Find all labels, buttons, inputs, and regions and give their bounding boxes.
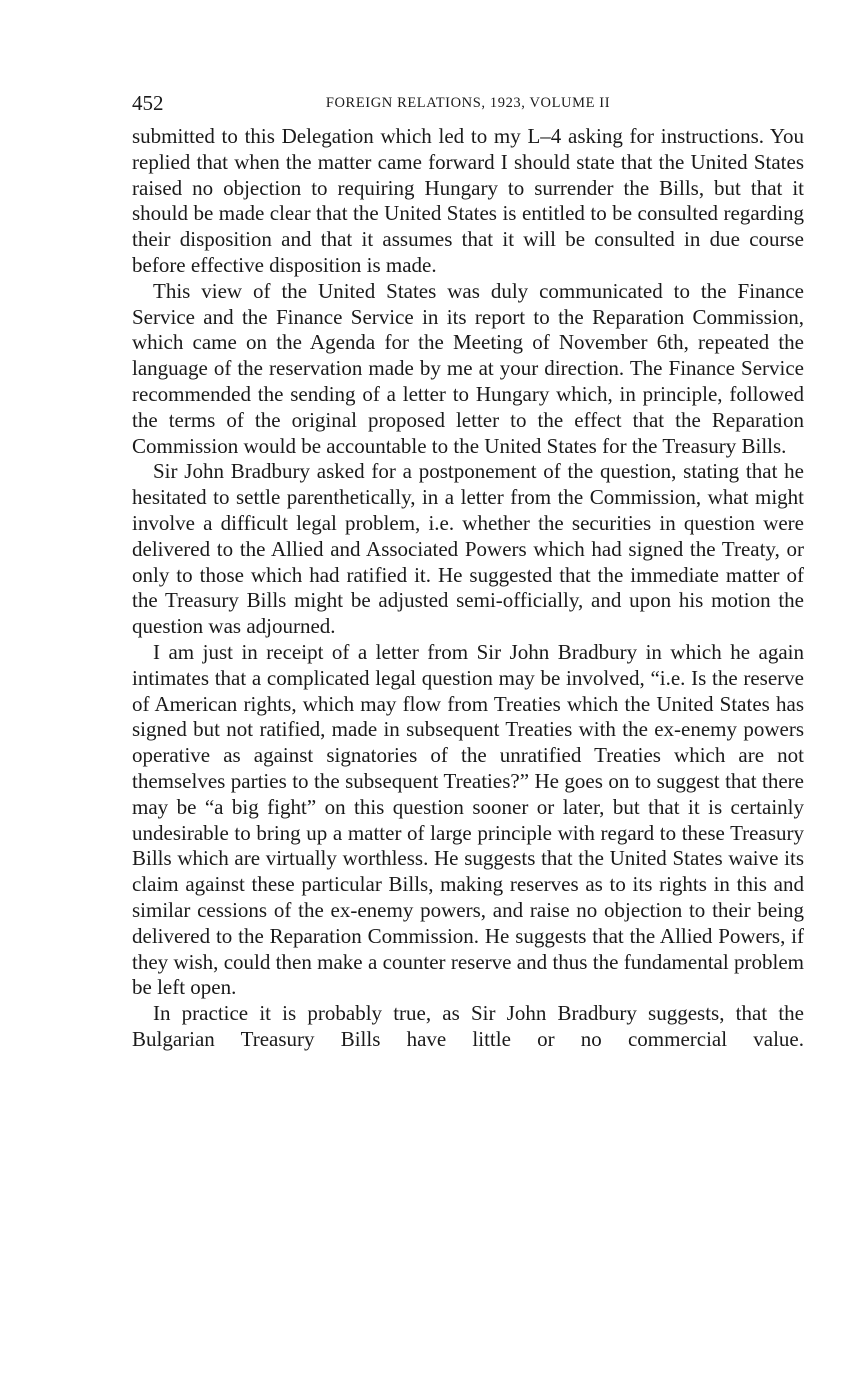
paragraph-bradbury-letter: I am just in receipt of a letter from Sir John Bradbury in which he again intimates that a complicated legal question may be involved, “i.e. Is the reserve of American rights, which may flow from Treaties which the United States has signed but not ratified, made in subsequent Treaties with the ex-enemy powers operative as against signatories of the unratified Treaties which are not themselves parties to the subsequent Treaties?” He goes on to suggest that there may be “a big fight” on this question sooner or later, but that it is certainly undesirable to bring up a matter of large principle with regard to these Treasury Bills which are virtually worthless. He suggests that the United States waive its claim against these particular Bills, making reserves as to its rights in this and similar cessions of the ex-enemy powers, and raise no objection to their being delivered to the Reparation Commission. He suggests that the Allied Powers, if they wish, could then make a counter reserve and thus the fundamental problem be left open. [132, 639, 804, 1000]
document-page [132, 88, 804, 1053]
page-number: 452 [132, 91, 164, 115]
running-title: FOREIGN RELATIONS, 1923, VOLUME II [325, 95, 611, 111]
paragraph-finance-service: This view of the United States was duly communicated to the Finance Service and the Finance Service in its report to the Reparation Commission, which came on the Agenda for the Meeting of November 6th, repeated the language of the reservation made by me at your direction. The Finance Service recommended the sending of a letter to Hungary which, in principle, followed the terms of the original proposed letter to the effect that the Reparation Commission would be accountable to the United States for the Treasury Bills. [132, 278, 804, 458]
paragraph-commercial-value: In practice it is probably true, as Sir John Bradbury suggests, that the Bulgarian Treasury Bills have little or no commercial value. [132, 1001, 804, 1051]
paragraph-continuation: submitted to this Delegation which led to my L–4 asking for instructions. You replied that when the matter came forward I should state that the United States raised no objection to requiring Hungary to surrender the Bills, but that it should be made clear that the United States is entitled to be consulted regarding their disposition and that it assumes that it will be consulted in due course before effective disposition is made. [132, 124, 804, 277]
running-head [132, 88, 804, 124]
paragraph-postponement: Sir John Bradbury asked for a postponement of the question, stating that he hesitated to settle parenthetically, in a letter from the Commission, what might involve a difficult legal problem, i.e. whether the securities in question were delivered to the Allied and Associated Powers which had signed the Treaty, or only to those which had ratified it. He suggested that the immediate matter of the Treasury Bills might be adjusted semi-officially, and upon his motion the question was adjourned. [132, 459, 804, 639]
body-text [132, 124, 804, 1053]
